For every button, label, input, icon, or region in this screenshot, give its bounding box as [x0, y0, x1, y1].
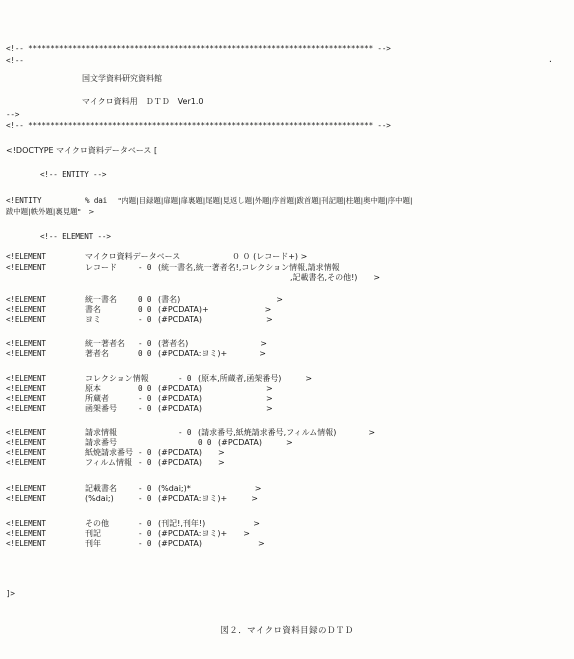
element-keyword: <!ELEMENT: [6, 374, 46, 383]
element-name: 請求番号: [85, 438, 117, 447]
element-name: レコード: [85, 263, 117, 272]
element-name: 刊記: [85, 529, 101, 538]
element-name: 請求情報: [85, 428, 117, 437]
element-name: 記載書名: [85, 484, 117, 493]
element-keyword: <!ELEMENT: [6, 529, 46, 538]
element-keyword: <!ELEMENT: [6, 494, 46, 503]
figure-caption: 図２．マイクロ資料目録のＤＴＤ: [220, 626, 354, 636]
element-keyword: <!ELEMENT: [6, 448, 46, 457]
element-name: フィルム情報: [85, 458, 133, 467]
header-stars-bottom: <!-- ****************************************************************************** -->: [6, 121, 391, 130]
element-content-model: (#PCDATA) >: [158, 394, 273, 403]
element-name: ヨミ: [85, 315, 101, 324]
element-content-model: (#PCDATA) >: [158, 448, 225, 457]
element-occurrence: - 0: [138, 315, 152, 324]
element-keyword: <!ELEMENT: [6, 252, 46, 261]
entity-value-line1: "内題|目録題|扉題|扉裏題|尾題|見返し題|外題|序首題|跋首題|刊記題|柱題|奥中題|序中題|: [118, 196, 413, 205]
header-close-comment: -->: [6, 110, 20, 119]
element-content-model: (#PCDATA) >: [218, 438, 293, 447]
element-content-model: (#PCDATA) >: [158, 315, 273, 324]
element-content-model: (#PCDATA:ヨミ)+ >: [158, 494, 258, 503]
element-keyword: <!ELEMENT: [6, 384, 46, 393]
element-content-model: (著者名) >: [158, 339, 267, 348]
element-occurrence: 0 0: [138, 295, 152, 304]
element-content-model: (刊記!,刊年!) >: [158, 519, 260, 528]
element-content-model: (#PCDATA:ヨミ)+ >: [158, 349, 266, 358]
element-keyword: <!ELEMENT: [6, 349, 46, 358]
element-keyword: <!ELEMENT: [6, 438, 46, 447]
element-name: マイクロ資料データベース: [85, 252, 181, 261]
element-content-model: (#PCDATA)+ >: [158, 305, 272, 314]
element-content-model: (#PCDATA) >: [158, 384, 273, 393]
element-content-model: (#PCDATA) >: [158, 404, 273, 413]
element-name: 紙焼請求番号: [85, 448, 133, 457]
institution-name: 国文学資料研究資料館: [82, 74, 162, 83]
element-keyword: <!ELEMENT: [6, 394, 46, 403]
element-keyword: <!ELEMENT: [6, 519, 46, 528]
element-occurrence: - 0: [138, 519, 152, 528]
element-occurrence: - 0: [138, 448, 152, 457]
element-keyword: <!ELEMENT: [6, 428, 46, 437]
element-comment: <!-- ELEMENT -->: [40, 232, 111, 241]
element-content-model: ０ ０ (レコード+) >: [232, 252, 308, 261]
element-occurrence: - 0: [138, 539, 152, 548]
entity-name: % dai: [85, 196, 108, 205]
element-occurrence: - 0: [178, 428, 192, 437]
element-name: 原本: [85, 384, 101, 393]
closing-bracket: ]>: [6, 589, 15, 598]
element-name: コレクション情報: [85, 374, 149, 383]
element-occurrence: 0 0: [138, 349, 152, 358]
element-occurrence: - 0: [138, 529, 152, 538]
entity-comment: <!-- ENTITY -->: [40, 170, 107, 179]
doctype-declaration: <!DOCTYPE マイクロ資料データベース [: [6, 146, 158, 155]
element-occurrence: - 0: [138, 404, 152, 413]
element-content-model: ,記載書名,その他!) >: [290, 273, 381, 282]
element-content-model: (原本,所蔵者,函架番号) >: [198, 374, 313, 383]
element-name: 所蔵者: [85, 394, 109, 403]
element-occurrence: - 0: [138, 484, 152, 493]
element-name: 書名: [85, 305, 101, 314]
element-occurrence: - 0: [138, 494, 152, 503]
element-name: 著者名: [85, 349, 109, 358]
element-keyword: <!ELEMENT: [6, 404, 46, 413]
element-keyword: <!ELEMENT: [6, 539, 46, 548]
element-content-model: (#PCDATA:ヨミ)+ >: [158, 529, 250, 538]
element-name: 統一著者名: [85, 339, 125, 348]
element-name: 函架番号: [85, 404, 117, 413]
element-content-model: (書名) >: [158, 295, 283, 304]
element-keyword: <!ELEMENT: [6, 484, 46, 493]
element-keyword: <!ELEMENT: [6, 458, 46, 467]
element-content-model: (請求番号,紙焼請求番号,フィルム情報) >: [198, 428, 376, 437]
element-keyword: <!ELEMENT: [6, 295, 46, 304]
element-keyword: <!ELEMENT: [6, 305, 46, 314]
element-name: (%dai;): [85, 494, 114, 503]
element-content-model: (統一書名,統一著者名!,コレクション情報,請求情報: [158, 263, 340, 272]
element-name: 統一書名: [85, 295, 117, 304]
element-occurrence: - 0: [138, 263, 152, 272]
element-content-model: (#PCDATA) >: [158, 458, 225, 467]
entity-value-line2: 跋中題|帙外題|裏見題" >: [6, 207, 95, 216]
element-occurrence: - 0: [138, 394, 152, 403]
edge-mark: .: [548, 55, 553, 64]
header-stars-top: <!-- ****************************************************************************** -->: [6, 44, 391, 53]
entity-keyword: <!ENTITY: [6, 196, 42, 205]
element-content-model: (#PCDATA) >: [158, 539, 265, 548]
element-occurrence: - 0: [178, 374, 192, 383]
element-occurrence: 0 0: [138, 384, 152, 393]
header-open-comment: <!--: [6, 56, 24, 65]
element-keyword: <!ELEMENT: [6, 315, 46, 324]
element-occurrence: 0 0: [138, 305, 152, 314]
element-content-model: (%dai;)* >: [158, 484, 262, 493]
element-name: その他: [85, 519, 109, 528]
element-keyword: <!ELEMENT: [6, 263, 46, 272]
document-title: マイクロ資料用 ＤＴＤ Ver1.0: [82, 97, 204, 106]
element-occurrence: - 0: [138, 339, 152, 348]
element-name: 刊年: [85, 539, 101, 548]
element-occurrence: - 0: [138, 458, 152, 467]
element-keyword: <!ELEMENT: [6, 339, 46, 348]
element-occurrence: 0 0: [198, 438, 212, 447]
